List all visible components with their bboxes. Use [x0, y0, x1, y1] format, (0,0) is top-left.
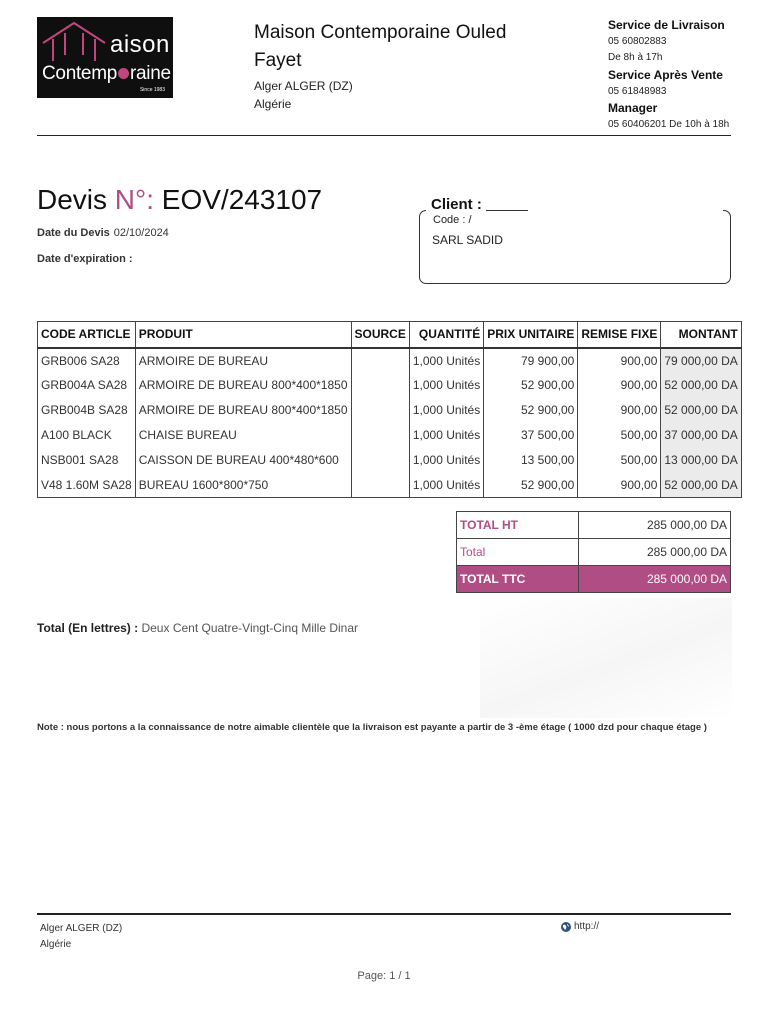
footer-website-link[interactable]: http://	[574, 921, 600, 932]
company-address-line2: Algérie	[254, 97, 292, 111]
quote-date-label: Date du Devis	[37, 227, 110, 239]
delivery-note: Note : nous portons a la connaissance de notre aimable clientèle que la livraison est payante a partir de 3 -ème étage ( 1000 dzd pour chaque étage )	[37, 722, 707, 733]
cell-discount: 500,00	[578, 448, 661, 473]
globe-icon	[561, 922, 571, 932]
total-label: Total	[457, 539, 579, 566]
total-value: 285 000,00 DA	[579, 539, 731, 566]
total-ttc-row	[457, 566, 731, 593]
company-logo	[37, 17, 173, 98]
cell-discount: 900,00	[578, 373, 661, 398]
col-header-amount: MONTANT	[661, 322, 741, 348]
quote-title	[37, 184, 322, 216]
quote-number: EOV/243107	[161, 184, 323, 215]
table-header-row	[38, 322, 742, 348]
service-phone-manager: 05 60406201 De 10h à 18h	[608, 119, 730, 130]
cell-amount: 52 000,00 DA	[661, 398, 741, 423]
company-block	[254, 19, 544, 113]
table-row	[38, 348, 742, 373]
cell-unit-price: 79 900,00	[484, 348, 578, 373]
cell-source	[351, 473, 409, 498]
col-header-unit-price: PRIX UNITAIRE	[484, 322, 578, 348]
logo-since: Since 1983	[139, 87, 165, 93]
cell-code: GRB006 SA28	[38, 348, 136, 373]
cell-quantity: 1,000 Unités	[409, 473, 483, 498]
total-ttc-value: 285 000,00 DA	[579, 566, 731, 593]
cell-code: A100 BLACK	[38, 423, 136, 448]
service-hours-delivery: De 8h à 17h	[608, 52, 663, 63]
table-row	[38, 373, 742, 398]
total-in-words-label: Total (En lettres) :	[37, 621, 139, 635]
cell-source	[351, 348, 409, 373]
quote-number-label: N°:	[114, 184, 154, 215]
cell-source	[351, 398, 409, 423]
col-header-discount: REMISE FIXE	[578, 322, 661, 348]
cell-product: ARMOIRE DE BUREAU 800*400*1850	[135, 373, 351, 398]
cell-unit-price: 52 900,00	[484, 473, 578, 498]
col-header-code: CODE ARTICLE	[38, 322, 136, 348]
cell-amount: 52 000,00 DA	[661, 473, 741, 498]
cell-amount: 52 000,00 DA	[661, 373, 741, 398]
total-ht-row	[457, 512, 731, 539]
cell-source	[351, 423, 409, 448]
logo-text-line2: Contemp raine	[42, 63, 171, 84]
totals-table	[456, 511, 731, 593]
cell-source	[351, 373, 409, 398]
cell-unit-price: 37 500,00	[484, 423, 578, 448]
page-number: Page: 1 / 1	[357, 970, 411, 982]
footer-address	[40, 921, 122, 953]
quote-date	[37, 227, 169, 239]
service-phone-after-sales: 05 61848983	[608, 86, 667, 97]
cell-code: NSB001 SA28	[38, 448, 136, 473]
quote-title-prefix: Devis	[37, 184, 108, 215]
total-row	[457, 539, 731, 566]
cell-amount: 37 000,00 DA	[661, 423, 741, 448]
quote-lines-table	[37, 321, 742, 498]
total-ttc-label: TOTAL TTC	[457, 566, 579, 593]
cell-product: CAISSON DE BUREAU 400*480*600	[135, 448, 351, 473]
cell-code: V48 1.60M SA28	[38, 473, 136, 498]
quote-date-value: 02/10/2024	[113, 227, 169, 239]
col-header-quantity: QUANTITÉ	[409, 322, 483, 348]
cell-discount: 900,00	[578, 398, 661, 423]
total-in-words-value: Deux Cent Quatre-Vingt-Cinq Mille Dinar	[141, 621, 359, 635]
cell-discount: 900,00	[578, 473, 661, 498]
cell-quantity: 1,000 Unités	[409, 423, 483, 448]
table-row	[38, 473, 742, 498]
watermark-fade	[480, 598, 732, 718]
client-code: Code : /	[433, 214, 472, 226]
company-address-line1: Alger ALGER (DZ)	[254, 79, 353, 93]
footer-address-line2: Algérie	[40, 939, 72, 950]
cell-product: ARMOIRE DE BUREAU 800*400*1850	[135, 398, 351, 423]
logo-text-line1: aison	[110, 31, 170, 58]
cell-quantity: 1,000 Unités	[409, 373, 483, 398]
header-divider	[37, 135, 731, 136]
col-header-product: PRODUIT	[135, 322, 351, 348]
service-title-manager: Manager	[608, 101, 658, 115]
footer-website[interactable]	[561, 921, 599, 932]
table-row	[38, 423, 742, 448]
cell-source	[351, 448, 409, 473]
footer-address-line1: Alger ALGER (DZ)	[40, 923, 123, 934]
footer-divider	[37, 913, 731, 915]
quote-expiry	[37, 253, 137, 265]
cell-amount: 79 000,00 DA	[661, 348, 741, 373]
service-phone-delivery: 05 60802883	[608, 36, 667, 47]
service-contacts	[608, 17, 738, 133]
service-title-delivery: Service de Livraison	[608, 18, 725, 32]
client-name: SARL SADID	[432, 233, 503, 247]
table-row	[38, 398, 742, 423]
cell-quantity: 1,000 Unités	[409, 448, 483, 473]
table-row	[38, 448, 742, 473]
quote-expiry-label: Date d'expiration :	[37, 253, 133, 265]
total-in-words	[37, 621, 358, 635]
total-ht-value: 285 000,00 DA	[579, 512, 731, 539]
cell-quantity: 1,000 Unités	[409, 348, 483, 373]
cell-product: BUREAU 1600*800*750	[135, 473, 351, 498]
total-ht-label: TOTAL HT	[457, 512, 579, 539]
service-title-after-sales: Service Après Vente	[608, 68, 723, 82]
cell-code: GRB004A SA28	[38, 373, 136, 398]
cell-unit-price: 52 900,00	[484, 373, 578, 398]
col-header-source: SOURCE	[351, 322, 409, 348]
cell-quantity: 1,000 Unités	[409, 398, 483, 423]
cell-product: ARMOIRE DE BUREAU	[135, 348, 351, 373]
cell-amount: 13 000,00 DA	[661, 448, 741, 473]
client-title: Client :	[426, 196, 486, 213]
company-name: Maison Contemporaine Ouled Fayet	[254, 22, 507, 71]
cell-unit-price: 52 900,00	[484, 398, 578, 423]
cell-product: CHAISE BUREAU	[135, 423, 351, 448]
cell-discount: 900,00	[578, 348, 661, 373]
cell-code: GRB004B SA28	[38, 398, 136, 423]
cell-unit-price: 13 500,00	[484, 448, 578, 473]
cell-discount: 500,00	[578, 423, 661, 448]
